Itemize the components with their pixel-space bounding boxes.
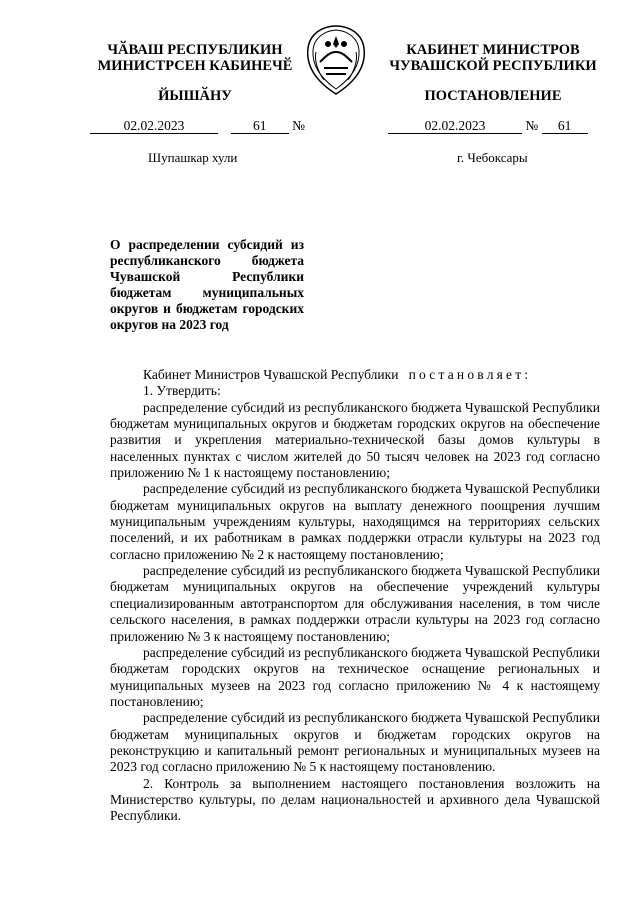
- header-left-line1: ЧӐВАШ РЕСПУБЛИКИН: [107, 42, 283, 58]
- intro-text: Кабинет Министров Чувашской Республики: [143, 367, 399, 382]
- item-1: 1. Утвердить:: [143, 383, 221, 399]
- number-right: 61: [542, 118, 588, 134]
- header-right-russian: [388, 42, 598, 74]
- city-right: г. Чебоксары: [457, 150, 528, 165]
- paragraph-5: распределение субсидий из республиканского бюджета Чувашской Республики бюджетам муниципальных округов и бюджетам городских округов на реконструкцию и капитальный ремонт региональных и муниципальных музеев на 2023 год согласно приложению № 5 к настоящему постановлению.: [110, 710, 600, 775]
- paragraph-2: распределение субсидий из республиканского бюджета Чувашской Республики бюджетам муниципальных округов на выплату денежного поощрения лучшим муниципальным учреждениям культуры, находящимся на территориях сельских поселений, и их работникам в рамках поддержки отрасли культуры на 2023 год согласно приложению № 2 к настоящему постановлению;: [110, 481, 600, 562]
- paragraph-4: распределение субсидий из республиканского бюджета Чувашской Республики бюджетам городских округов на техническое оснащение региональных и муниципальных музеев на 2023 год согласно приложению № 4 к настоящему постановлению;: [110, 644, 600, 709]
- document-title: О распределении субсидий из республиканского бюджета Чувашской Республики бюджетам муниципальных округов и бюджетам городских округов на 2023 год: [110, 237, 304, 332]
- requisites-right: [388, 118, 588, 134]
- emblem-icon: [300, 22, 372, 98]
- requisites-left: [90, 118, 305, 134]
- paragraph-1: распределение субсидий из республиканского бюджета Чувашской Республики бюджетам муниципальных округов и бюджетам городских округов на обеспечение развития и укрепления материально-технической базы домов культуры в населенных пунктах с числом жителей до 50 тысяч человек на 2023 год согласно приложению № 1 к настоящему постановлению;: [110, 399, 600, 481]
- paragraph-3: распределение субсидий из республиканского бюджета Чувашской Республики бюджетам муниципальных округов на обеспечение учреждений культуры специализированным автотранспортом для обслуживания населения, в том числе сельского населения, в рамках поддержки отрасли культуры на 2023 год согласно приложению № 3 к настоящему постановлению;: [110, 563, 600, 644]
- number-left: 61: [231, 118, 289, 134]
- date-right: 02.02.2023: [388, 118, 522, 134]
- intro-decree-word: постановляет:: [408, 367, 532, 382]
- header-right-line1: КАБИНЕТ МИНИСТРОВ: [406, 42, 580, 58]
- date-left: 02.02.2023: [90, 118, 218, 134]
- header-right-line2: ЧУВАШСКОЙ РЕСПУБЛИКИ: [389, 58, 597, 74]
- doc-kind-right: ПОСТАНОВЛЕНИЕ: [424, 88, 562, 104]
- header-left-line2: МИНИСТРСЕН КАБИНЕЧӖ: [97, 58, 293, 74]
- item-2: 2. Контроль за выполнением настоящего постановления возложить на Министерство культуры, по делам национальностей и архивного дела Чувашской Республики.: [110, 775, 600, 824]
- number-sign-left: №: [292, 118, 306, 133]
- document-body: [110, 367, 600, 825]
- header-left-chuvash: [95, 42, 295, 74]
- intro-paragraph: [110, 367, 600, 383]
- doc-kind-left: ЙЫШӐНУ: [158, 88, 232, 104]
- city-left: Шупашкар хули: [148, 150, 238, 165]
- number-sign-right: №: [525, 118, 539, 133]
